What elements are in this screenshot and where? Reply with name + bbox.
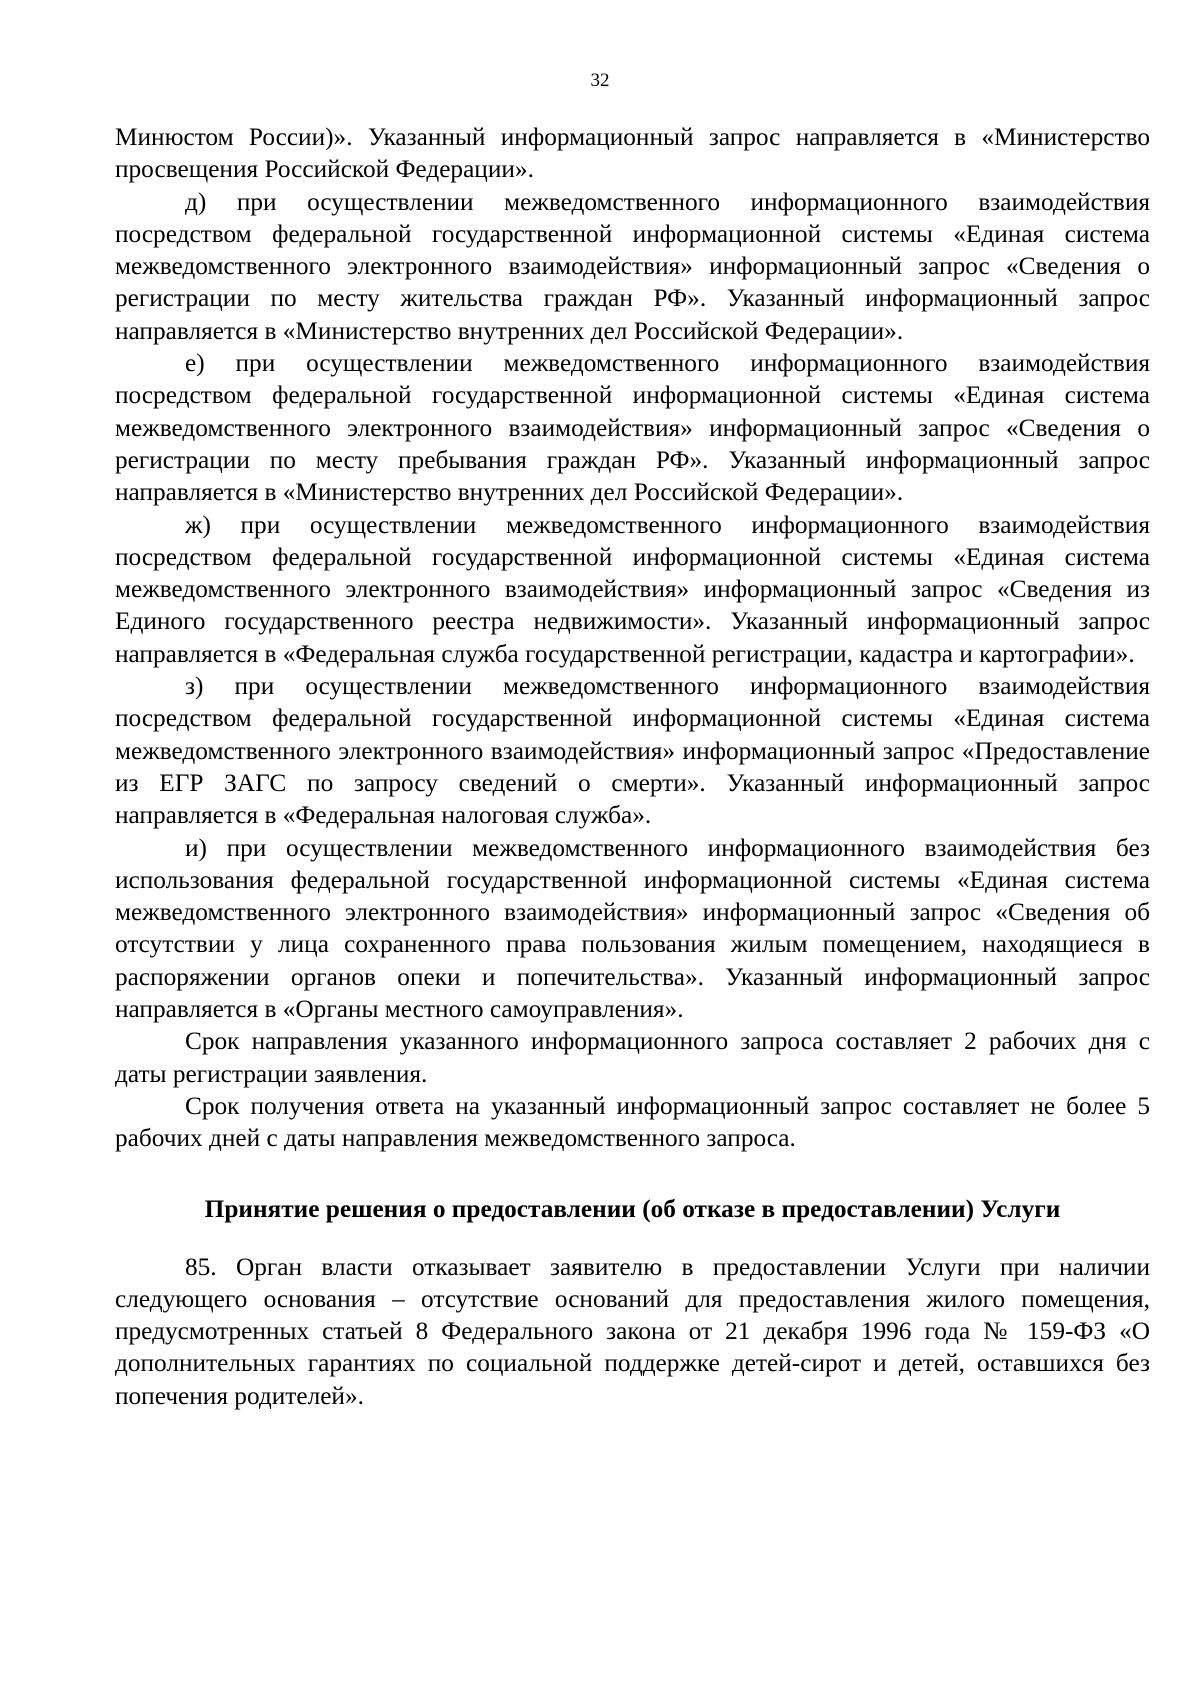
paragraph-continuation: Минюстом России)». Указанный информационный запрос направляется в «Министерство просвещения Российской Федерации». — [115, 123, 1150, 184]
paragraph-response-deadline: Срок получения ответа на указанный информационный запрос составляет не более 5 рабочих дней с даты направления межведомственного запроса. — [115, 1091, 1150, 1153]
paragraph-item-e: е) при осуществлении межведомственного информационного взаимодействия посредством федеральной государственной информационной системы «Единая система межведомственного электронного взаимодействия» информационный запрос «Сведения о регистрации по месту пребывания граждан РФ». Указанный информационный запрос направляется в «Министерство внутренних дел Российской Федерации». — [115, 349, 1150, 507]
paragraph-item-z: з) при осуществлении межведомственного информационного взаимодействия посредством федеральной государственной информационной системы «Единая система межведомственного электронного взаимодействия» информационный запрос «Предоставление из ЕГР ЗАГС по запросу сведений о смерти». Указанный информационный запрос направляется в «Федеральная налоговая служба». — [115, 672, 1150, 830]
paragraph-item-zh: ж) при осуществлении межведомственного информационного взаимодействия посредством федеральной государственной информационной системы «Единая система межведомственного электронного взаимодействия» информационный запрос «Сведения из Единого государственного реестра недвижимости». Указанный информационный запрос направляется в «Федеральная служба государственной регистрации, кадастра и картографии». — [115, 510, 1150, 668]
section-heading: Принятие решения о предоставлении (об отказе в предоставлении) Услуги — [204, 1194, 1061, 1223]
paragraph-request-deadline: Срок направления указанного информационного запроса составляет 2 рабочих дня с даты регистрации заявления. — [115, 1027, 1150, 1088]
paragraph-item-i: и) при осуществлении межведомственного информационного взаимодействия без использования федеральной государственной информационной системы «Единая система межведомственного электронного взаимодействия» информационный запрос «Сведения об отсутствии у лица сохраненного права пользования жилым помещением, находящиеся в распоряжении органов опеки и попечительства». Указанный информационный запрос направляется в «Органы местного самоуправления». — [115, 833, 1150, 1024]
page-number: 32 — [590, 70, 610, 91]
paragraph-item-d: д) при осуществлении межведомственного информационного взаимодействия посредством федеральной государственной информационной системы «Единая система межведомственного электронного взаимодействия» информационный запрос «Сведения о регистрации по месту жительства граждан РФ». Указанный информационный запрос направляется в «Министерство внутренних дел Российской Федерации». — [115, 187, 1150, 345]
document-body — [115, 121, 1150, 1412]
paragraph-85: 85. Орган власти отказывает заявителю в предоставлении Услуги при наличии следующего основания – отсутствие оснований для предоставления жилого помещения, предусмотренных статьей 8 Федерального закона от 21 декабря 1996 года № 159-ФЗ «О дополнительных гарантиях по социальной поддержке детей-сирот и детей, оставшихся без попечения родителей». — [115, 1252, 1150, 1410]
